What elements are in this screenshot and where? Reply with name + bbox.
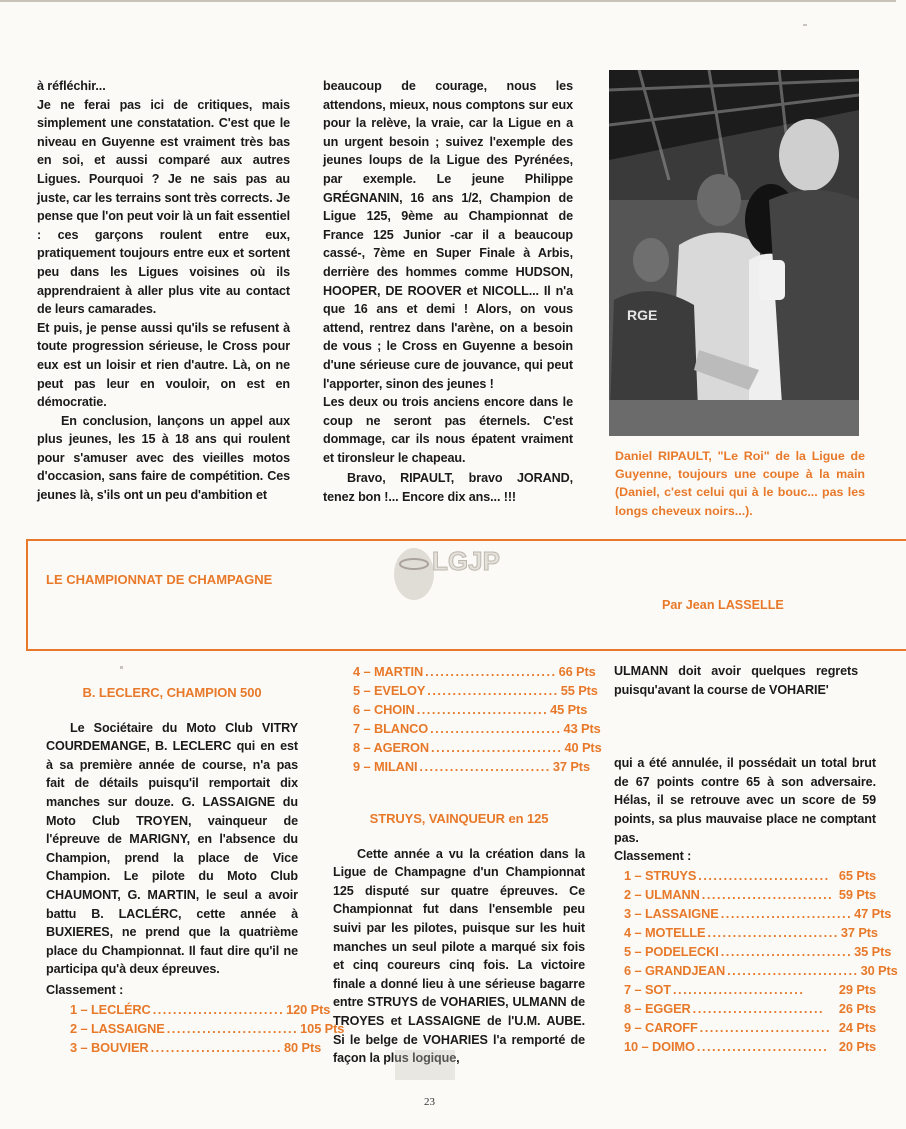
- ranking-125: [614, 866, 898, 1056]
- classement-label: Classement :: [614, 849, 692, 864]
- ranking-row: 9 – MILANI .......................... 37 Pts: [353, 759, 590, 774]
- ranking-row: 5 – PODELECKI .......................... 35 Pts: [624, 943, 892, 959]
- paragraph: à réfléchir...: [37, 79, 106, 93]
- watermark-stamp: [384, 522, 500, 612]
- ranking-row: 2 – LASSAIGNE .......................... 105 Pts: [70, 1020, 345, 1036]
- paragraph: Je ne ferai pas ici de critiques, mais simplement une constatation. C'est que le niveau en Guyenne est vraiment très bas en soi, et aussi comparé aux autres Ligues. Pourquoi ? Je ne sais pas au juste, car les terrains sont très corrects. Je pense que l'on peut voir là un fait essentiel : ces garçons roulent entre eux, pratiquement toujours entre eux et sortent peu dans les Ligues voisines où ils apprendraient à aller plus vite au contact de leurs camarades.: [37, 97, 290, 317]
- photo-ripault: [609, 70, 859, 436]
- paragraph: Et puis, je pense aussi qu'ils se refusent à toute progression sérieuse, le Cross pour eux est un loisir et rien d'autre. Là, on ne peut pas leur en vouloir, on est en démocratie.: [37, 320, 290, 410]
- paragraph: Bravo, RIPAULT, bravo JORAND, tenez bon !... Encore dix ans... !!!: [323, 471, 573, 505]
- top-edge-line: [0, 0, 896, 2]
- paragraph: Cette année a vu la création dans la Ligue de Champagne d'un Championnat 125 disputé sur quatre épreuves. Ce Championnat fut dans l'ensemble peu suivi par les pilotes, puisque sur les huit manches un seul pilote a marqué six fois et cinq coureurs cinq fois. La victoire finale a donné lieu à une sérieuse bagarre entre STRUYS de VOHARIES, ULMANN de TROYES et LASSAIGNE de l'U.M. AUBE. Si le belge de VOHARIES l'a remporté de façon la plus logique,: [333, 846, 585, 1066]
- ranking-row: 8 – AGERON .......................... 40 Pts: [353, 740, 602, 755]
- ranking-row: 7 – SOT .......................... 29 Pts: [624, 981, 876, 997]
- banner-title: LE CHAMPIONNAT DE CHAMPAGNE: [46, 572, 273, 587]
- print-speck: [803, 24, 807, 26]
- paragraph: Les deux ou trois anciens encore dans le coup ne seront pas éternels. C'est dommage, car ils nous épatent vraiment et tironsleur le chapeau.: [323, 395, 573, 465]
- column-125-b: [614, 662, 898, 1056]
- ranking-row: 7 – BLANCO .......................... 43 Pts: [353, 721, 601, 736]
- ranking-row: 3 – LASSAIGNE .......................... 47 Pts: [624, 905, 892, 921]
- svg-text:LGJP: LGJP: [432, 546, 500, 576]
- article-column-2: [323, 77, 573, 507]
- photo-illustration: [609, 70, 859, 436]
- paragraph: Le Sociétaire du Moto Club VITRY COURDEMANGE, B. LECLERC qui en est à sa première année de course, n'a pas fait de détails puisqu'il remportait dix manches sur douze. G. LASSAIGNE du Moto Club TROYEN, vainqueur de l'épreuve de MARIGNY, en l'absence du Champion, prend la place de Vice Champion. Le pilote du Moto Club CHAUMONT, G. MARTIN, le seul a avoir battu B. LACLÉRC, cette année à BUXIERES, ne prend que la quatrième place du Championnat. Il faut dire qu'il ne participa qu'à deux épreuves.: [46, 720, 298, 977]
- ranking-row: 1 – STRUYS .......................... 65 Pts: [624, 867, 876, 883]
- column-125-a: [333, 662, 602, 1068]
- ranking-row: 6 – GRANDJEAN .......................... 30 Pts: [624, 962, 898, 978]
- paragraph: qui a été annulée, il possédait un total brut de 67 points contre 65 à son adversaire. Hélas, il se retrouve avec un score de 59 points, sa plus mauvaise place ne comptant pas.: [614, 756, 876, 845]
- page-number: 23: [424, 1096, 435, 1108]
- paragraph: En conclusion, lançons un appel aux plus jeunes, les 15 à 18 ans qui roulent pour s'amuser avec des vieilles motos d'occasion, sans faire de compétition. Ces jeunes là, s'ils ont un peu d'ambition et: [37, 413, 290, 503]
- ranking-row: 4 – MOTELLE .......................... 37 Pts: [624, 924, 878, 940]
- ranking-row: 4 – MARTIN .......................... 66 Pts: [353, 664, 596, 679]
- ranking-row: 6 – CHOIN .......................... 45 Pts: [353, 702, 588, 717]
- ranking-row: 5 – EVELOY .......................... 55 Pts: [353, 683, 598, 698]
- print-speck: [120, 666, 123, 669]
- banner-author: Par Jean LASSELLE: [662, 598, 784, 612]
- ranking-500-part-2: [333, 662, 602, 776]
- ranking-row: 3 – BOUVIER .......................... 80 Pts: [70, 1039, 322, 1055]
- ranking-row: 9 – CAROFF .......................... 24 Pts: [624, 1019, 876, 1035]
- photo-caption: Daniel RIPAULT, "Le Roi" de la Ligue de Guyenne, toujours une coupe à la main (Daniel, c'est celui qui à le bouc... pas les longs cheveux noirs...).: [615, 449, 865, 518]
- ranking-row: 8 – EGGER .......................... 26 Pts: [624, 1000, 876, 1016]
- ranking-row: 1 – LECLÉRC .......................... 120 Pts: [70, 1001, 331, 1017]
- paragraph: beaucoup de courage, nous les attendons, mieux, nous comptons sur eux pour la relève, la vraie, car la Ligue en a un urgent besoin ; suivez l'exemple des jeunes loups de la Ligue des Pyrénées, par exemple. Le jeune Philippe GRÉGNANIN, 16 ans 1/2, Champion de Ligue 125, 9ème au Championnat de France 125 Junior -car il a beaucoup cassé-, 7ème en Super Finale à Arbis, derrière des hommes comme HUDSON, HOOPER, DE ROOVER et NICOLL... Il n'a que 16 ans et demi ! Alors, on vous attend, rentrez dans l'arène, on a besoin de vous ; le Cross en Guyenne a besoin d'une sérieuse cure de jouvance, qui peut l'apporter, sinon des jeunes !: [323, 79, 573, 391]
- paragraph: ULMANN doit avoir quelques regrets puisqu'avant la course de VOHARIE': [614, 664, 858, 697]
- svg-text:RGE: RGE: [627, 307, 658, 323]
- heading-vainqueur-125: STRUYS, VAINQUEUR en 125: [369, 811, 549, 826]
- ranking-row: 10 – DOIMO .......................... 20 Pts: [624, 1038, 876, 1054]
- classement-label: Classement :: [46, 982, 124, 997]
- ranking-row: 2 – ULMANN .......................... 59 Pts: [624, 886, 876, 902]
- column-500: [46, 684, 345, 1057]
- article-column-1: [37, 77, 290, 505]
- heading-champion-500: B. LECLERC, CHAMPION 500: [82, 685, 262, 700]
- print-speck: [395, 1050, 455, 1080]
- ranking-500-part-1: [46, 1000, 345, 1057]
